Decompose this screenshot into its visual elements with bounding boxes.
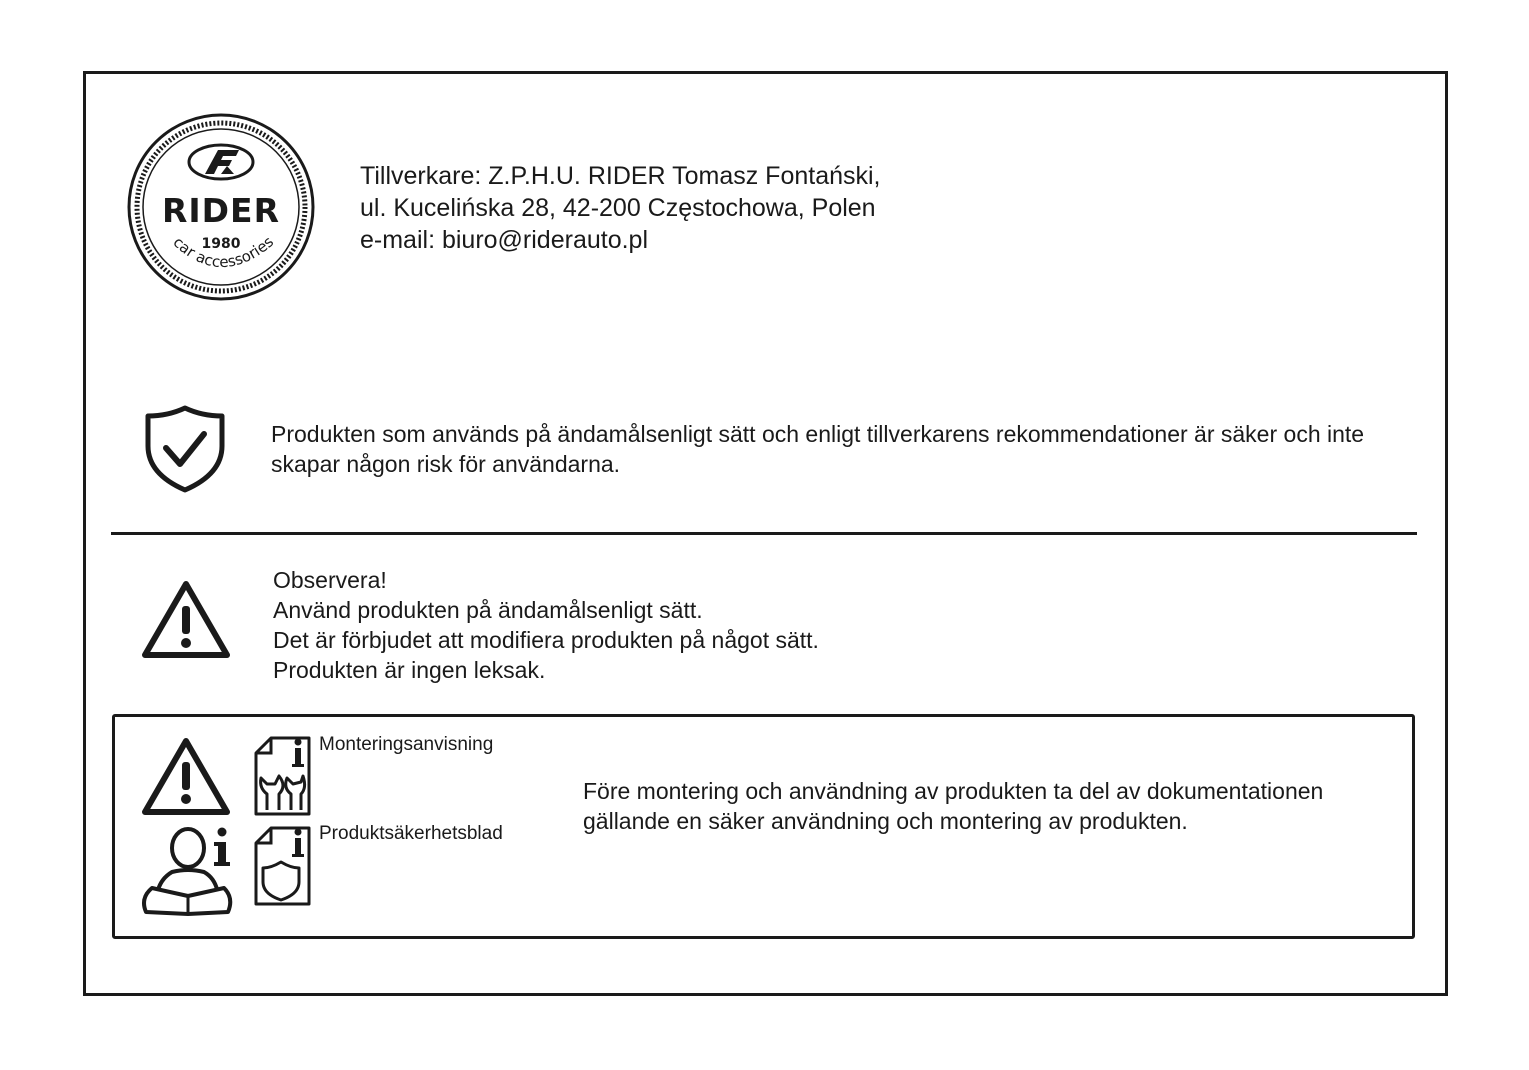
read-manual-icon [138, 826, 236, 920]
manufacturer-info [360, 160, 881, 256]
manufacturer-address: ul. Kucelińska 28, 42-200 Częstochowa, Polen [360, 194, 876, 222]
warning-line: Observera! [273, 567, 387, 593]
warning-line: Produkten är ingen leksak. [273, 657, 546, 683]
warning-triangle-icon [141, 578, 231, 660]
svg-text:RIDER: RIDER [161, 191, 281, 230]
product-safety-sheet-icon [253, 826, 313, 906]
warning-triangle-icon [141, 736, 231, 816]
warning-text [273, 565, 819, 685]
documentation-text: Före montering och användning av produkten ta del av dokumentationen gällande en säker användning och montering av produkten. [583, 778, 1324, 834]
product-safety-sheet-label: Produktsäkerhetsblad [319, 823, 503, 844]
assembly-instructions-icon [253, 736, 313, 816]
rider-logo [126, 112, 316, 302]
assembly-instructions-label: Monteringsanvisning [319, 734, 494, 755]
shield-check-icon [142, 404, 228, 494]
manufacturer-name: Tillverkare: Z.P.H.U. RIDER Tomasz Fontański, [360, 162, 881, 190]
warning-line: Det är förbjudet att modifiera produkten på något sätt. [273, 627, 819, 653]
manufacturer-email: e-mail: biuro@riderauto.pl [360, 226, 649, 254]
section-divider [111, 532, 1417, 535]
warning-line: Använd produkten på ändamålsenligt sätt. [273, 597, 703, 623]
safety-statement: Produkten som används på ändamålsenligt sätt och enligt tillverkarens rekommendationer är säker och inte skapar någon risk för användarna. [271, 421, 1365, 477]
svg-text:1980: 1980 [201, 236, 241, 252]
svg-text:car accessories: car accessories [169, 232, 278, 272]
